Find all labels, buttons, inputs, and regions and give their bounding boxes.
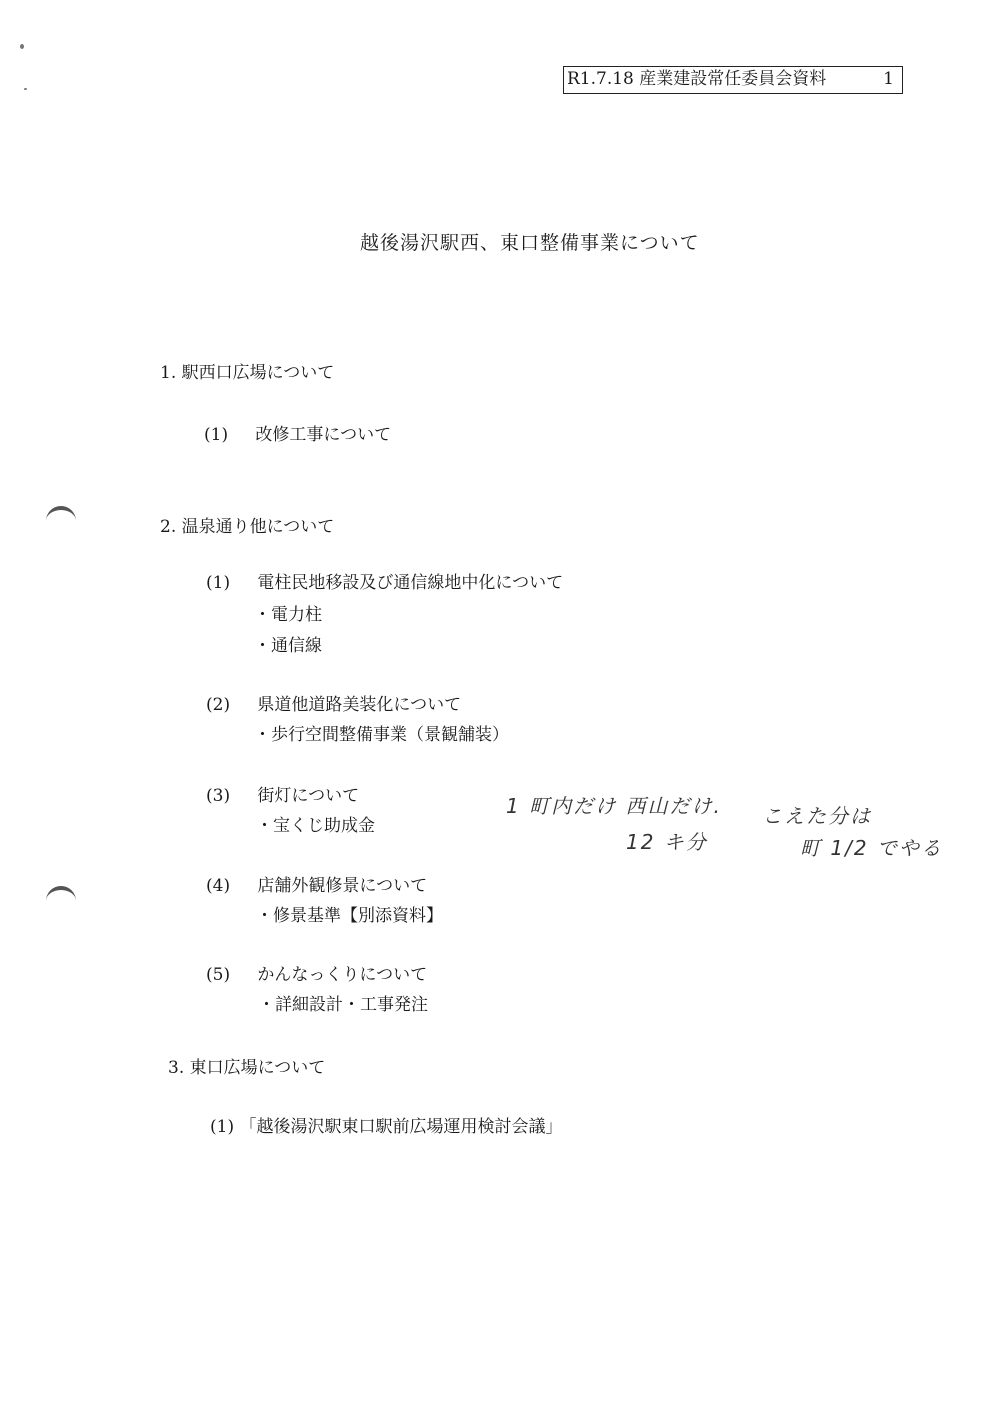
item-number: (1): [204, 425, 229, 445]
handwritten-note-1-line-1: 1 町内だけ 西山だけ.: [506, 794, 722, 818]
item-text: 県道他道路美装化について: [257, 695, 462, 715]
item-text: 店舗外観修景について: [257, 876, 428, 896]
item-text: 「越後湯沢駅東口駅前広場運用検討会議」: [239, 1117, 563, 1137]
bullet-item: ・修景基準【別添資料】: [256, 906, 443, 926]
handwritten-note-2-line-1: こえた分は: [762, 804, 872, 828]
section-3-item-1: [210, 1112, 563, 1137]
bullet-item: ・電力柱: [254, 605, 322, 625]
bullet-item: ・宝くじ助成金: [256, 816, 375, 836]
section-heading-1: 1. 駅西口広場について: [160, 363, 335, 383]
punch-hole-top: [46, 506, 76, 524]
section-2-item-1: [206, 568, 563, 593]
scan-speck: [24, 88, 27, 90]
scan-speck: [20, 44, 24, 49]
section-2-item-4: [206, 871, 427, 896]
header-page-number: 1: [883, 69, 894, 89]
section-heading-2: 2. 温泉通り他について: [160, 517, 335, 537]
section-2-item-5: [206, 960, 427, 985]
section-2-item-2: [206, 690, 461, 715]
bullet-item: ・詳細設計・工事発注: [258, 995, 428, 1015]
bullet-item: ・通信線: [254, 636, 322, 656]
item-number: (2): [206, 695, 231, 715]
bullet-item: ・歩行空間整備事業（景観舗装）: [254, 725, 509, 745]
section-heading-3: 3. 東口広場について: [168, 1058, 326, 1078]
handwritten-note-1-line-2: 12 キ分: [626, 830, 708, 854]
section-2-item-3: [206, 781, 359, 806]
header-label: R1.7.18 産業建設常任委員会資料: [567, 69, 827, 89]
page-title: 越後湯沢駅西、東口整備事業について: [360, 232, 700, 254]
item-text: 改修工事について: [255, 425, 392, 445]
handwritten-note-2-line-2: 町 1/2 でやる: [800, 836, 943, 860]
item-number: (1): [206, 573, 231, 593]
item-number: (4): [206, 876, 231, 896]
item-text: 街灯について: [257, 786, 360, 806]
item-number: (1): [210, 1117, 235, 1137]
item-text: 電柱民地移設及び通信線地中化について: [257, 573, 564, 593]
item-number: (5): [206, 965, 231, 985]
document-header-box: [563, 66, 903, 94]
item-text: かんなっくりについて: [257, 965, 428, 985]
section-1-item-1: [204, 420, 391, 445]
punch-hole-bottom: [46, 886, 76, 904]
item-number: (3): [206, 786, 231, 806]
